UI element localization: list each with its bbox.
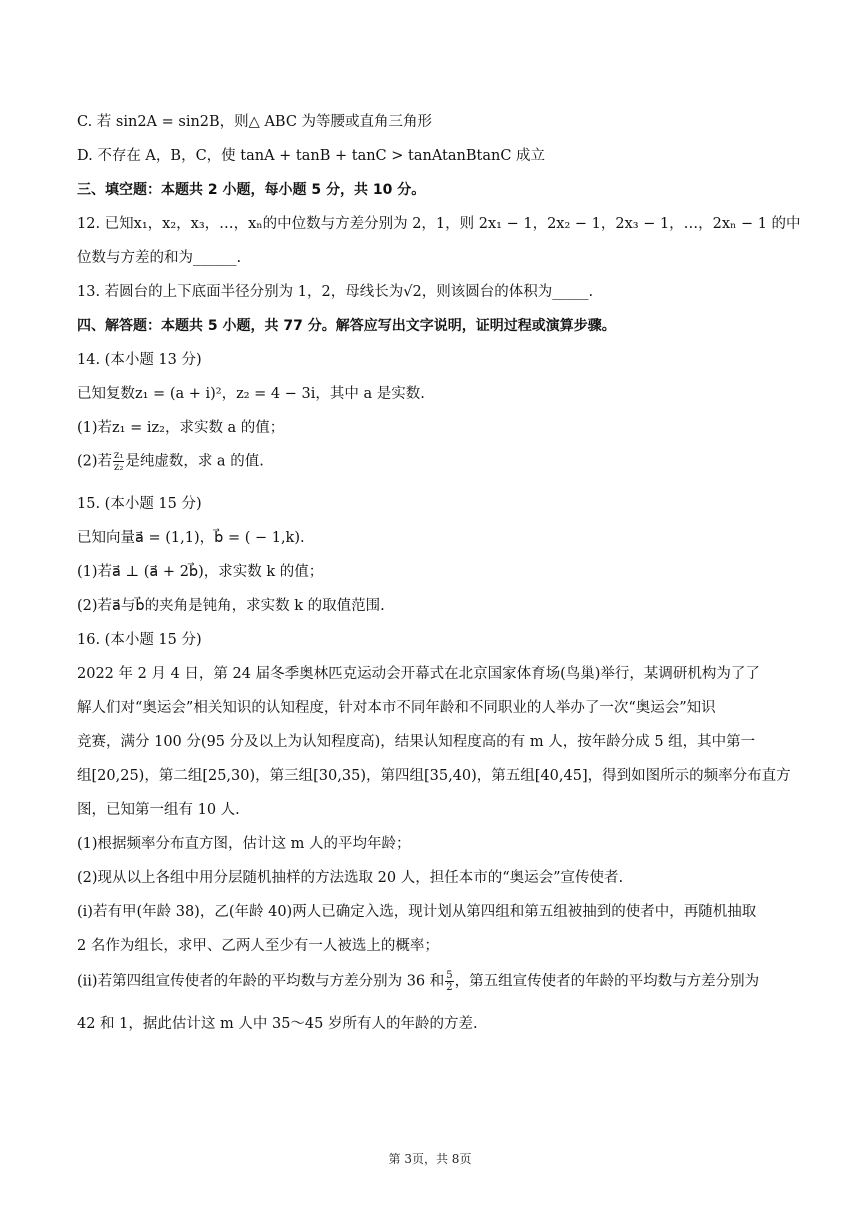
question-16-part-2-ii-suffix: ，第五组宣传使者的年龄的平均数与方差分别为	[454, 973, 760, 990]
question-16-part-2-ii-line-1	[77, 970, 783, 993]
page-number-footer: 第 3页，共 8页	[388, 1152, 472, 1166]
question-16-part-2: (2)现从以上各组中用分层随机抽样的方法选取 20 人，担任本市的“奥运会”宣传使者.	[77, 870, 624, 886]
question-16-part-2-ii-prefix: (ii)若第四组宣传使者的年龄的平均数与方差分别为 36 和	[77, 973, 445, 990]
question-14-part-2-prefix: (2)若	[77, 453, 113, 470]
question-16-header: 16. (本小题 15 分)	[77, 632, 202, 648]
fraction-numerator: 5	[446, 970, 453, 981]
fraction-denominator: z₂	[114, 462, 124, 473]
fraction-5-over-2	[445, 970, 453, 993]
question-16-part-2-i-line-1: (i)若有甲(年龄 38)，乙(年龄 40)两人已确定入选，现计划从第四组和第五组被抽到的使者中，再随机抽取	[77, 904, 757, 920]
fraction-z1-over-z2	[113, 450, 124, 473]
question-14-stem: 已知复数z₁ = (a + i)²，z₂ = 4 − 3i，其中 a 是实数.	[77, 386, 425, 402]
fraction-denominator: 2	[446, 982, 453, 993]
question-16-part-1: (1)根据频率分布直方图，估计这 m 人的平均年龄；	[77, 836, 411, 852]
question-16-stem-line-5: 图，已知第一组有 10 人.	[77, 802, 240, 818]
option-c: C. 若 sin2A = sin2B，则△ ABC 为等腰或直角三角形	[77, 114, 433, 130]
question-13: 13. 若圆台的上下底面半径分别为 1，2，母线长为√2，则该圆台的体积为_____.	[77, 284, 594, 300]
question-16-stem-line-1: 2022 年 2 月 4 日，第 24 届冬季奥林匹克运动会开幕式在北京国家体育场(鸟巢)举行，某调研机构为了了	[77, 666, 760, 682]
question-16-stem-line-3: 竞赛，满分 100 分(95 分及以上为认知程度高)，结果认知程度高的有 m 人，按年龄分成 5 组，其中第一	[77, 734, 756, 750]
option-d: D. 不存在 A，B，C，使 tanA + tanB + tanC > tanAtanBtanC 成立	[77, 148, 546, 164]
question-15-part-2: (2)若a⃗与b⃗的夹角是钝角，求实数 k 的取值范围.	[77, 598, 385, 614]
question-15-stem: 已知向量a⃗ = (1,1)，b⃗ = ( − 1,k).	[77, 530, 305, 546]
question-14-part-1: (1)若z₁ = iz₂，求实数 a 的值；	[77, 420, 285, 436]
question-16-part-2-i-line-2: 2 名作为组长，求甲、乙两人至少有一人被选上的概率；	[77, 938, 439, 954]
question-12-line-1: 12. 已知x₁，x₂，x₃，…，xₙ的中位数与方差分别为 2，1，则 2x₁ − 1，2x₂ − 1，2x₃ − 1，…，2xₙ − 1 的中	[77, 216, 801, 232]
section-heading-fill-blank: 三、填空题：本题共 2 小题，每小题 5 分，共 10 分。	[77, 182, 426, 198]
question-14-part-2-suffix: 是纯虚数，求 a 的值.	[125, 453, 264, 470]
question-16-stem-line-2: 解人们对“奥运会”相关知识的认知程度，针对本市不同年龄和不同职业的人举办了一次“奥运会”知识	[77, 700, 716, 716]
question-16-part-2-ii-line-2: 42 和 1，据此估计这 m 人中 35～45 岁所有人的年龄的方差.	[77, 1016, 478, 1032]
question-12-line-2: 位数与方差的和为______.	[77, 250, 242, 266]
question-14-part-2	[77, 450, 783, 473]
question-14-header: 14. (本小题 13 分)	[77, 352, 202, 368]
section-heading-answer: 四、解答题：本题共 5 小题，共 77 分。解答应写出文字说明，证明过程或演算步骤。	[77, 318, 616, 334]
question-16-stem-line-4: 组[20,25)，第二组[25,30)，第三组[30,35)，第四组[35,40)，第五组[40,45]，得到如图所示的频率分布直方	[77, 768, 791, 784]
fraction-numerator: z₁	[114, 450, 124, 461]
question-15-header: 15. (本小题 15 分)	[77, 496, 202, 512]
question-15-part-1: (1)若a⃗ ⊥ (a⃗ + 2b⃗)，求实数 k 的值；	[77, 564, 324, 580]
